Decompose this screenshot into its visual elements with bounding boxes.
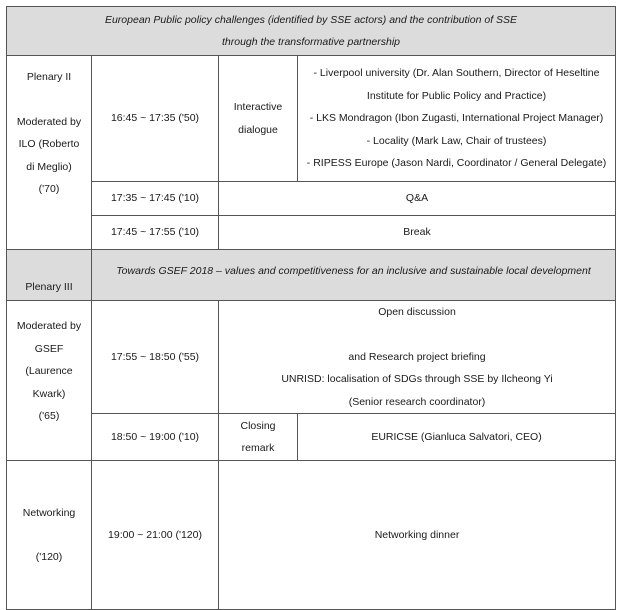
plenary-3-label xyxy=(7,301,92,461)
discussion-line2: and Research project briefing xyxy=(348,350,486,363)
time-cell: 17:45 ~ 17:55 ('10) xyxy=(92,216,219,250)
networking-name: Networking xyxy=(22,506,76,519)
speaker-line: Institute for Public Policy and Practice) xyxy=(366,89,547,102)
plenary-2-moderator-line2: ILO (Roberto xyxy=(18,138,80,150)
plenary-2-duration: ('70) xyxy=(38,183,60,195)
time-cell: 16:45 ~ 17:35 ('50) xyxy=(92,56,219,182)
discussion-line1: Open discussion xyxy=(378,306,456,318)
discussion-cell xyxy=(219,301,616,414)
plenary-3-title: Towards GSEF 2018 – values and competitiveness for an inclusive and sustainable local development xyxy=(92,250,616,301)
speakers-cell xyxy=(298,56,616,182)
time-cell: 17:55 ~ 18:50 ('55) xyxy=(92,301,219,414)
time-cell: 18:50 ~ 19:00 ('10) xyxy=(92,414,219,461)
speaker-line: - LKS Mondragon (Ibon Zugasti, International Project Manager) xyxy=(309,112,604,125)
plenary-3-moderator-line2: GSEF xyxy=(34,342,64,355)
networking-duration: ('120) xyxy=(35,551,63,563)
format-line1: Interactive xyxy=(233,101,283,113)
plenary-3-moderator-line4: Kwark) xyxy=(32,387,66,400)
discussion-line4: (Senior research coordinator) xyxy=(348,395,486,408)
plenary-3-name: Plenary III xyxy=(7,250,92,301)
activity-qa: Q&A xyxy=(219,182,616,216)
format-line1: Closing xyxy=(240,419,276,432)
speaker-line: - RIPESS Europe (Jason Nardi, Coordinator / General Delegate) xyxy=(306,157,607,170)
speaker-line: - Liverpool university (Dr. Alan Southern, Director of Heseltine xyxy=(313,67,600,80)
format-line2: remark xyxy=(241,442,275,454)
plenary-2-moderator-line3: di Meglio) xyxy=(26,160,72,173)
plenary-2-title-line2: through the transformative partnership xyxy=(222,36,401,48)
networking-label xyxy=(7,461,92,610)
plenary-3-moderator-line3: (Laurence xyxy=(25,365,73,377)
networking-activity: Networking dinner xyxy=(219,461,616,610)
plenary-2-label xyxy=(7,56,92,250)
schedule-table xyxy=(6,6,616,610)
plenary-2-name: Plenary II xyxy=(26,71,72,83)
activity-break: Break xyxy=(219,216,616,250)
time-cell: 17:35 ~ 17:45 ('10) xyxy=(92,182,219,216)
speaker-line: - Locality (Mark Law, Chair of trustees) xyxy=(366,134,547,147)
time-cell: 19:00 ~ 21:00 ('120) xyxy=(92,461,219,610)
plenary-2-title xyxy=(7,7,616,56)
format-line2: dialogue xyxy=(238,123,278,136)
format-cell xyxy=(219,414,298,461)
discussion-line3: UNRISD: localisation of SDGs through SSE by Ilcheong Yi xyxy=(281,373,553,385)
plenary-3-moderator-line1: Moderated by xyxy=(16,320,82,332)
plenary-2-moderator-line1: Moderated by xyxy=(16,115,82,128)
format-cell xyxy=(219,56,298,182)
closing-speaker: EURICSE (Gianluca Salvatori, CEO) xyxy=(298,414,616,461)
plenary-2-title-line1: European Public policy challenges (identified by SSE actors) and the contribution of SSE xyxy=(104,13,518,26)
plenary-3-duration: ('65) xyxy=(38,410,60,422)
